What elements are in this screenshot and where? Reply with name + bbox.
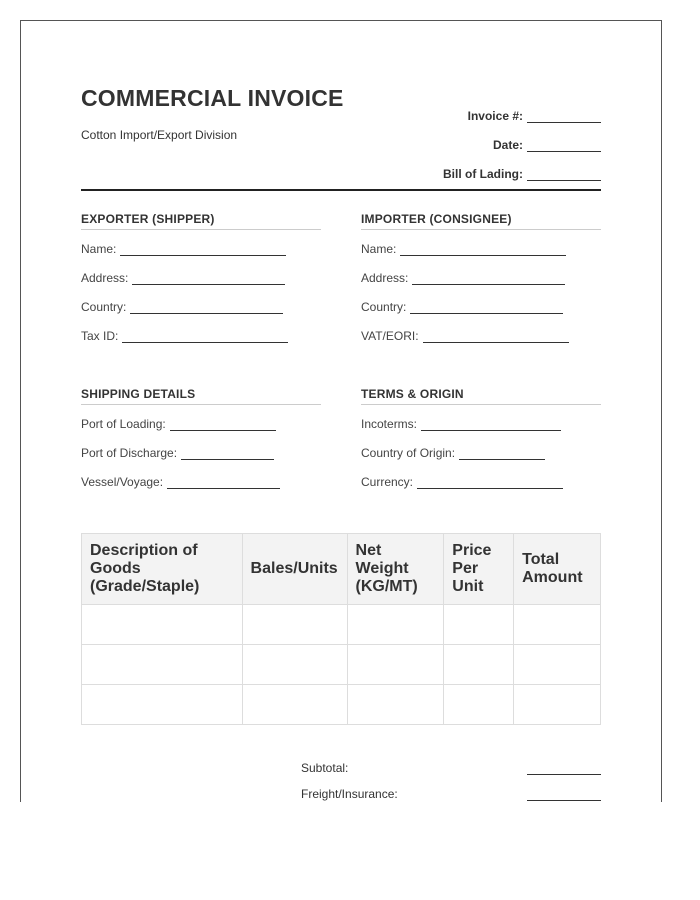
field-label: VAT/EORI:	[361, 329, 419, 343]
shipping-section	[81, 387, 321, 489]
importer-section	[361, 212, 601, 343]
field-blank[interactable]	[421, 419, 561, 431]
column-header-total-amount: Total Amount	[514, 534, 601, 605]
importer-address-field[interactable]	[361, 256, 601, 285]
importer-country-field[interactable]	[361, 285, 601, 314]
invoice-meta	[341, 94, 601, 181]
terms-heading: TERMS & ORIGIN	[361, 387, 601, 405]
table-cell[interactable]	[242, 645, 347, 685]
incoterms-field[interactable]	[361, 402, 601, 431]
shipping-heading: SHIPPING DETAILS	[81, 387, 321, 405]
invoice-number-blank[interactable]	[527, 111, 601, 123]
table-cell[interactable]	[444, 605, 514, 645]
exporter-section	[81, 212, 321, 343]
table-cell[interactable]	[242, 685, 347, 725]
field-label: Country of Origin:	[361, 446, 456, 460]
invoice-title: COMMERCIAL INVOICE	[81, 85, 344, 111]
field-blank[interactable]	[170, 419, 276, 431]
port-of-loading-field[interactable]	[81, 402, 321, 431]
field-label: Address:	[81, 271, 129, 285]
field-blank[interactable]	[132, 273, 285, 285]
invoice-number-field[interactable]	[341, 94, 601, 123]
table-cell[interactable]	[82, 605, 243, 645]
field-blank[interactable]	[120, 244, 286, 256]
exporter-country-field[interactable]	[81, 285, 321, 314]
bill-of-lading-blank[interactable]	[527, 169, 601, 181]
column-header-bales-units: Bales/Units	[242, 534, 347, 605]
field-label: Country:	[81, 300, 127, 314]
field-blank[interactable]	[400, 244, 566, 256]
table-row	[82, 605, 601, 645]
table-cell[interactable]	[444, 645, 514, 685]
field-label: Port of Loading:	[81, 417, 166, 431]
table-cell[interactable]	[347, 645, 444, 685]
field-blank[interactable]	[459, 448, 545, 460]
field-label: Address:	[361, 271, 409, 285]
freight-insurance-label: Freight/Insurance:	[301, 787, 398, 801]
table-cell[interactable]	[347, 605, 444, 645]
bill-of-lading-field[interactable]	[341, 152, 601, 181]
field-blank[interactable]	[410, 302, 563, 314]
table-row	[82, 645, 601, 685]
table-cell[interactable]	[514, 645, 601, 685]
header-divider	[81, 189, 601, 191]
exporter-tax-id-field[interactable]	[81, 314, 321, 343]
table-cell[interactable]	[444, 685, 514, 725]
field-blank[interactable]	[181, 448, 274, 460]
subtotal-row[interactable]	[301, 749, 601, 775]
date-field[interactable]	[341, 123, 601, 152]
field-label: Vessel/Voyage:	[81, 475, 164, 489]
importer-heading: IMPORTER (CONSIGNEE)	[361, 212, 601, 230]
port-of-discharge-field[interactable]	[81, 431, 321, 460]
field-label: Port of Discharge:	[81, 446, 178, 460]
field-blank[interactable]	[417, 477, 563, 489]
currency-field[interactable]	[361, 460, 601, 489]
table-cell[interactable]	[82, 645, 243, 685]
field-blank[interactable]	[167, 477, 280, 489]
field-label: Country:	[361, 300, 407, 314]
table-cell[interactable]	[347, 685, 444, 725]
table-cell[interactable]	[514, 685, 601, 725]
country-of-origin-field[interactable]	[361, 431, 601, 460]
bill-of-lading-label: Bill of Lading:	[443, 167, 523, 181]
field-label: Incoterms:	[361, 417, 418, 431]
importer-name-field[interactable]	[361, 227, 601, 256]
subtotal-blank[interactable]	[527, 763, 601, 775]
terms-section	[361, 387, 601, 489]
importer-vat-eori-field[interactable]	[361, 314, 601, 343]
table-cell[interactable]	[242, 605, 347, 645]
vessel-voyage-field[interactable]	[81, 460, 321, 489]
freight-insurance-row[interactable]	[301, 775, 601, 801]
goods-table	[81, 533, 601, 725]
column-header-net-weight: Net Weight (KG/MT)	[347, 534, 444, 605]
field-blank[interactable]	[130, 302, 283, 314]
invoice-number-label: Invoice #:	[467, 109, 523, 123]
date-label: Date:	[492, 138, 523, 152]
field-label: Currency:	[361, 475, 414, 489]
field-blank[interactable]	[423, 331, 569, 343]
table-cell[interactable]	[514, 605, 601, 645]
date-blank[interactable]	[527, 140, 601, 152]
table-cell[interactable]	[82, 685, 243, 725]
exporter-name-field[interactable]	[81, 227, 321, 256]
table-row	[82, 685, 601, 725]
table-header-row	[82, 534, 601, 605]
column-header-price-per-unit: Price Per Unit	[444, 534, 514, 605]
freight-insurance-blank[interactable]	[527, 789, 601, 801]
column-header-description: Description of Goods (Grade/Staple)	[82, 534, 243, 605]
field-label: Name:	[81, 242, 117, 256]
exporter-address-field[interactable]	[81, 256, 321, 285]
field-blank[interactable]	[122, 331, 288, 343]
field-blank[interactable]	[412, 273, 565, 285]
totals-section	[301, 749, 601, 801]
division-subtitle: Cotton Import/Export Division	[81, 128, 238, 142]
field-label: Name:	[361, 242, 397, 256]
field-label: Tax ID:	[81, 329, 119, 343]
subtotal-label: Subtotal:	[301, 761, 349, 775]
exporter-heading: EXPORTER (SHIPPER)	[81, 212, 321, 230]
invoice-sheet	[20, 20, 662, 802]
